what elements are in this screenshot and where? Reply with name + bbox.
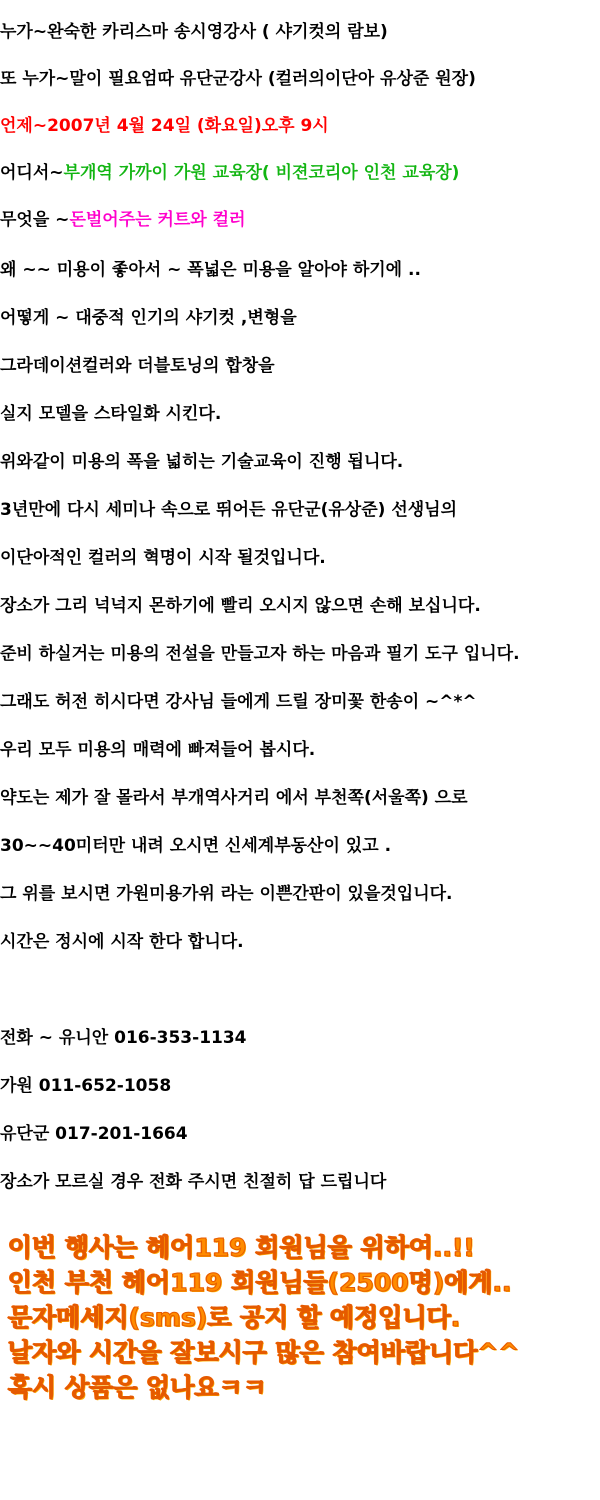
where-line xyxy=(0,162,459,184)
body-line-1: 3년만에 다시 세미나 속으로 뛰어든 유단군(유상준) 선생님의 xyxy=(0,500,458,520)
promo-line-5: 혹시 상품은 없나요ㅋㅋ xyxy=(8,1373,267,1402)
when-line: 언제~2007년 4월 24일 (화요일)오후 9시 xyxy=(0,116,329,136)
body-line-5: 그래도 허전 히시다면 강사님 들에게 드릴 장미꽃 한송이 ~^*^ xyxy=(0,692,477,712)
what-prefix: 무엇을 ~ xyxy=(0,210,70,230)
why-line: 왜 ~~ 미용이 좋아서 ~ 폭넓은 미용을 알아야 하기에 .. xyxy=(0,260,421,280)
promo-line-4: 날자와 시간을 잘보시구 많은 참여바랍니다^^ xyxy=(8,1338,520,1367)
directions-line-3: 그 위를 보시면 가원미용가위 라는 이쁜간판이 있을것입니다. xyxy=(0,884,453,904)
body-line-6: 우리 모두 미용의 매력에 빠져들어 봅시다. xyxy=(0,740,316,760)
directions-line-1: 약도는 제가 잘 몰라서 부개역사거리 에서 부천쪽(서울쪽) 으로 xyxy=(0,788,468,808)
directions-line-2: 30~~40미터만 내려 오시면 신세계부동산이 있고 . xyxy=(0,836,392,856)
promo-line-1: 이번 행사는 헤어119 회원님을 위하여..!! xyxy=(8,1233,475,1262)
phone-line-1: 전화 ~ 유니안 016-353-1134 xyxy=(0,1028,247,1048)
time-note-line: 시간은 정시에 시작 한다 합니다. xyxy=(0,932,244,952)
body-line-3: 장소가 그리 넉넉지 몬하기에 빨리 오시지 않으면 손해 보십니다. xyxy=(0,596,481,616)
how-line: 어떻게 ~ 대중적 인기의 샤기컷 ,변형을 xyxy=(0,308,297,328)
where-value: 부개역 가까이 가원 교육장( 비젼코리아 인천 교육장) xyxy=(63,163,460,183)
summary-line: 위와같이 미용의 폭을 넓히는 기술교육이 진행 됩니다. xyxy=(0,452,404,472)
how-line-3: 실지 모델을 스타일화 시킨다. xyxy=(0,404,222,424)
promo-line-3: 문자메세지(sms)로 공지 할 예정입니다. xyxy=(8,1303,461,1332)
body-line-4: 준비 하실거는 미용의 전설을 만들고자 하는 마음과 필기 도구 입니다. xyxy=(0,644,520,664)
who-line-1: 누가~완숙한 카리스마 송시영강사 ( 샤기컷의 람보) xyxy=(0,22,388,42)
what-value: 돈벌어주는 커트와 컬러 xyxy=(69,210,246,230)
what-line xyxy=(0,209,246,231)
promo-line-2: 인천 부천 헤어119 회원님들(2500명)에게.. xyxy=(8,1268,512,1297)
contact-note-line: 장소가 모르실 경우 전화 주시면 친절히 답 드립니다 xyxy=(0,1172,387,1192)
how-line-2: 그라데이션컬러와 더블토닝의 합창을 xyxy=(0,356,275,376)
phone-line-2: 가원 011-652-1058 xyxy=(0,1076,172,1096)
who-line-2: 또 누가~말이 필요엄따 유단군강사 (컬러의이단아 유상준 원장) xyxy=(0,69,476,89)
body-line-2: 이단아적인 컬러의 혁명이 시작 될것입니다. xyxy=(0,548,326,568)
phone-line-3: 유단군 017-201-1664 xyxy=(0,1124,188,1144)
where-prefix: 어디서~ xyxy=(0,163,64,183)
